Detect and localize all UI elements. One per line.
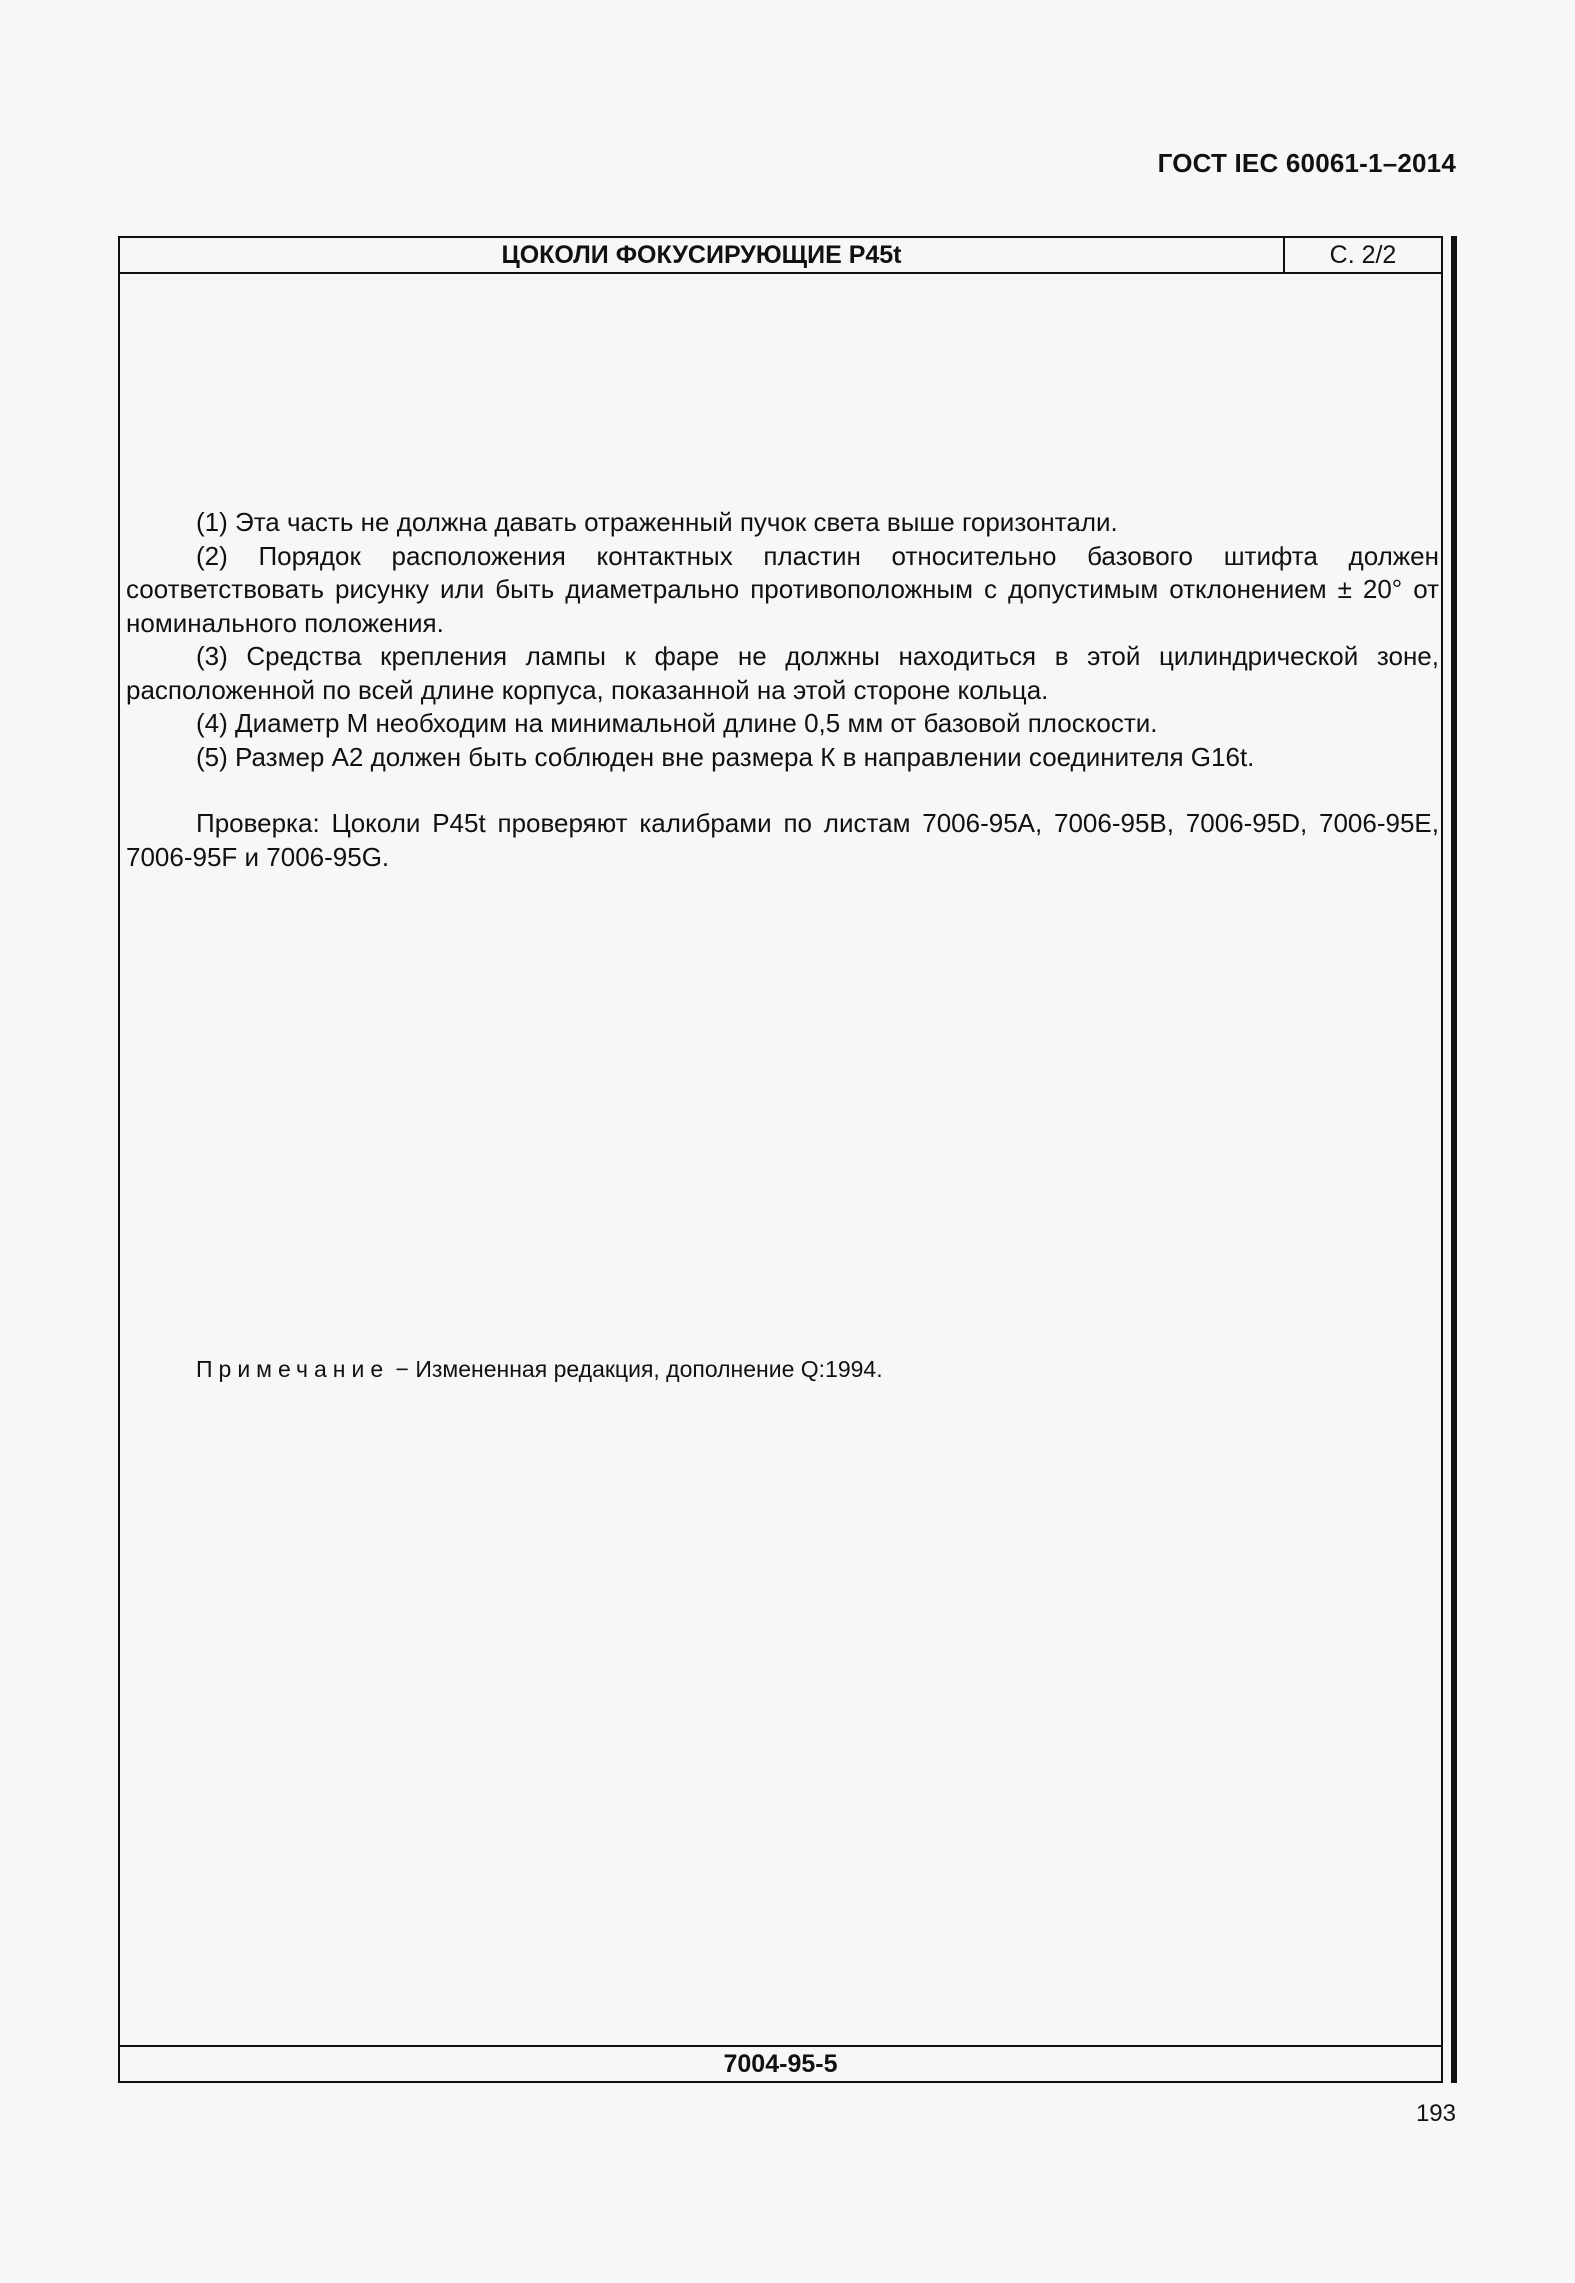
note-1: (1) Эта часть не должна давать отраженный пучок света выше горизонтали.	[196, 507, 1118, 537]
check-paragraph: Проверка: Цоколи P45t проверяют калибрами по листам 7006-95А, 7006-95В, 7006-95D, 7006-95Е, 7006-95F и 7006-95G.	[126, 808, 1439, 872]
sheet-title: ЦОКОЛИ ФОКУСИРУЮЩИЕ P45t	[501, 241, 902, 269]
remark-label: Примечание	[196, 1356, 390, 1382]
page-number: 193	[1415, 2100, 1456, 2127]
notes-block	[126, 506, 1439, 874]
remark	[196, 1356, 883, 1383]
note-3: (3) Средства крепления лампы к фаре не должны находиться в этой цилиндрической зоне, расположенной по всей длине корпуса, показанной на этой стороне кольца.	[126, 641, 1439, 705]
remark-text: − Измененная редакция, дополнение Q:1994.	[389, 1356, 883, 1382]
note-5: (5) Размер А2 должен быть соблюден вне размера К в направлении соединителя G16t.	[196, 741, 1255, 772]
note-4: (4) Диаметр М необходим на минимальной длине 0,5 мм от базовой плоскости.	[196, 708, 1158, 738]
sheet-page-label: С. 2/2	[1329, 241, 1397, 269]
note-2: (2) Порядок расположения контактных пластин относительно базового штифта должен соответствовать рисунку или быть диаметрально противоположным с допустимым отклонением ± 20° от номинального положения.	[126, 540, 1439, 638]
title-row	[120, 238, 1441, 274]
sheet-number: 7004-95-5	[120, 2045, 1441, 2081]
sheet-frame	[118, 236, 1443, 2083]
standard-designation: ГОСТ IEC 60061-1–2014	[1157, 148, 1456, 178]
frame-thick-edge	[1451, 236, 1457, 2083]
